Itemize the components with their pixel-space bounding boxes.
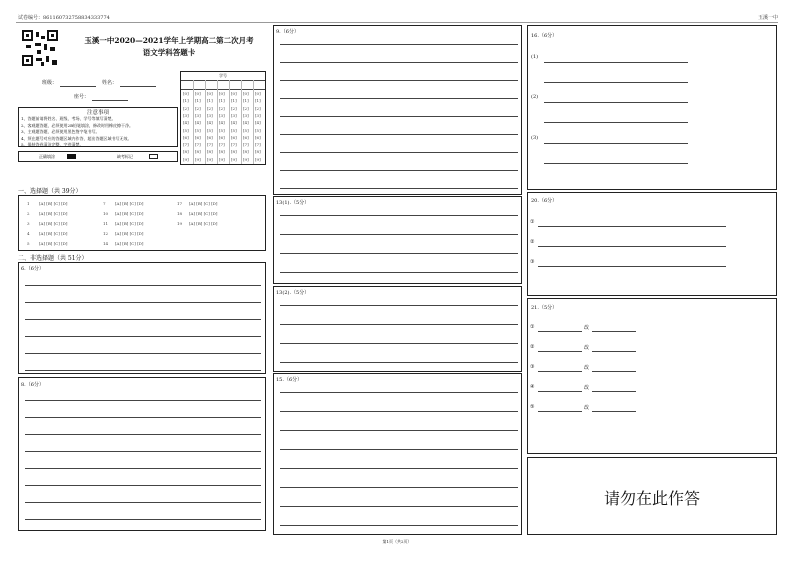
mcq-number: 3 [27,221,30,226]
q20-label: 20.（6分） [531,198,558,204]
id-bubble[interactable]: [0] [243,91,249,96]
answer-line [25,468,261,469]
id-column-divider [205,80,206,164]
q13-2-box[interactable] [273,286,522,372]
q9-label: 9.（6分） [276,29,299,35]
q16-item-2: (2) [531,94,539,100]
q6-label: 6.（6分） [21,266,44,272]
page-footer: 第1页（共2页） [382,539,412,544]
mcq-options[interactable]: [A] [B] [C] [D] [189,211,218,216]
id-bubble[interactable]: [0] [183,91,189,96]
id-bubble[interactable]: [5] [231,127,237,133]
q21-item-marker: ⑤ [530,404,535,410]
header-divider [16,22,778,23]
seat-label: 座号： [74,94,90,100]
id-bubble[interactable]: [2] [243,105,249,111]
id-bubble[interactable]: [0] [255,91,261,96]
q20-line [538,226,726,227]
answer-line [25,370,261,371]
mcq-row[interactable] [103,211,143,216]
q21-correct-line [592,371,636,372]
id-bubble[interactable]: [8] [207,149,213,155]
id-bubble[interactable]: [4] [183,120,189,126]
q21-item-marker: ① [530,324,535,330]
answer-line [280,272,518,273]
id-bubble[interactable]: [3] [207,112,213,118]
id-bubble[interactable]: [5] [195,127,201,133]
id-bubble[interactable]: [1] [183,98,189,104]
id-column-divider [217,80,218,164]
answer-line [25,285,261,286]
class-field[interactable] [60,86,96,87]
id-bubble[interactable]: [2] [195,105,201,111]
id-bubble[interactable]: [6] [183,134,189,140]
answer-line [280,506,518,507]
q16-line [544,102,688,103]
mcq-options[interactable]: [A] [B] [C] [D] [115,241,144,246]
mcq-number: 19 [177,221,183,226]
q16-line [544,82,688,83]
q21-item-marker: ② [530,344,535,350]
mcq-number: 10 [103,211,109,216]
answer-line [25,319,261,320]
answer-line [25,434,261,435]
answer-line [280,188,518,189]
q21-correct-line [592,351,636,352]
id-bubble[interactable]: [9] [207,156,213,162]
filled-mark-icon [67,154,76,159]
id-bubble[interactable]: [6] [255,134,261,140]
absent-checkbox[interactable] [149,154,158,159]
mcq-options[interactable]: [A] [B] [C] [D] [39,211,68,216]
id-bubble[interactable]: [6] [207,134,213,140]
id-bubble[interactable]: [6] [219,134,225,140]
school-name-right: 玉溪一中 [757,15,778,21]
q16-item-1: (1) [531,54,539,60]
id-bubble[interactable]: [0] [219,91,225,96]
id-bubble[interactable]: [3] [195,112,201,118]
notice-item: 2、客观题答题，必须使用2B铅笔填涂，修改时用橡皮擦干净。 [21,122,134,128]
answer-line [280,215,518,216]
id-bubble[interactable]: [2] [207,105,213,111]
q16-line [544,62,688,63]
id-bubble[interactable]: [8] [195,149,201,155]
answer-line [280,152,518,153]
q9-box[interactable] [273,25,522,195]
id-bubble[interactable]: [0] [231,91,237,96]
page-subtitle: 语文学科答题卡 [142,48,196,57]
answer-line [280,468,518,469]
correct-fill-label: 正确填涂 [39,154,55,159]
id-bubble[interactable]: [1] [243,98,249,104]
notice-box [18,107,178,147]
id-bubble[interactable]: [2] [255,105,261,111]
id-bubble[interactable]: [1] [219,98,225,104]
q21-wrong-line [538,371,582,372]
mcq-row[interactable] [27,221,67,226]
id-column-divider [253,80,254,164]
mcq-number: 14 [103,241,109,246]
id-bubble[interactable]: [7] [195,142,201,148]
answer-line [25,485,261,486]
id-bubble[interactable]: [1] [207,98,213,104]
answer-line [280,411,518,412]
answer-line [25,353,261,354]
page-title: 玉溪一中2020—2021学年上学期高二第二次月考 [84,36,254,45]
id-bubble[interactable]: [2] [219,105,225,111]
id-bubble[interactable]: [9] [231,156,237,162]
q21-box[interactable] [527,298,777,454]
id-bubble[interactable]: [7] [183,142,189,148]
mcq-options[interactable]: [A] [B] [C] [D] [115,231,144,236]
answer-line [280,449,518,450]
answer-line [280,392,518,393]
q21-correct-line [592,391,636,392]
id-bubble[interactable]: [1] [231,98,237,104]
id-bubble[interactable]: [3] [183,112,189,118]
id-bubble[interactable]: [4] [195,120,201,126]
answer-line [280,525,518,526]
q15-box[interactable] [273,373,522,535]
id-bubble[interactable]: [6] [231,134,237,140]
id-bubble[interactable]: [7] [255,142,261,148]
mcq-row[interactable] [177,221,217,226]
answer-line [25,336,261,337]
mcq-row[interactable] [177,211,217,216]
answer-line [280,134,518,135]
seat-field[interactable] [92,100,128,101]
q21-label: 21.（5分） [531,305,558,311]
mcq-number: 2 [27,211,30,216]
answer-line [25,519,261,520]
no-answer-zone [527,457,777,535]
answer-line [280,234,518,235]
answer-line [25,400,261,401]
mcq-row[interactable] [177,201,217,206]
id-bubble[interactable]: [3] [243,112,249,118]
mcq-number: 11 [103,221,109,226]
answer-line [280,253,518,254]
id-bubble[interactable]: [5] [219,127,225,133]
q20-line [538,246,726,247]
id-bubble[interactable]: [9] [255,156,261,162]
q21-wrong-line [538,331,582,332]
id-column-divider [229,80,230,164]
id-bubble[interactable]: [7] [231,142,237,148]
q21-change-label: 改 [584,365,590,371]
id-bubble[interactable]: [0] [207,91,213,96]
q20-item-2: ② [530,239,535,245]
notice-item: 4、须在题号对应的答题区域内作答，超出答题区域书写无效。 [21,135,132,141]
id-bubble[interactable]: [4] [255,120,261,126]
answer-line [280,62,518,63]
id-bubble[interactable]: [5] [183,127,189,133]
mcq-row[interactable] [103,231,143,236]
mcq-options[interactable]: [A] [B] [C] [D] [39,241,68,246]
mcq-row[interactable] [27,231,67,236]
q21-wrong-line [538,391,582,392]
answer-line [280,170,518,171]
id-column-divider [193,80,194,164]
mcq-options[interactable]: [A] [B] [C] [D] [115,211,144,216]
answer-line [25,502,261,503]
exam-code: 试卷编号：861160732758834333774 [18,15,110,21]
q21-wrong-line [538,351,582,352]
answer-line [280,44,518,45]
mcq-number: 12 [103,231,109,236]
id-bubble[interactable]: [8] [255,149,261,155]
mcq-number: 1 [27,201,30,206]
id-bubble[interactable]: [1] [255,98,261,104]
answer-line [280,116,518,117]
q15-label: 15.（6分） [276,377,303,383]
q16-label: 16.（6分） [531,33,558,39]
id-bubble[interactable]: [3] [219,112,225,118]
notice-item: 3、主观题答题，必须使用黑色签字笔书写。 [21,129,100,134]
id-bubble[interactable]: [9] [243,156,249,162]
q13-2-label: 13(2).（5分） [276,290,310,296]
q21-change-label: 改 [584,345,590,351]
id-bubble[interactable]: [5] [255,127,261,133]
no-answer-text: 请勿在此作答 [603,489,700,508]
id-bubble[interactable]: [9] [195,156,201,162]
id-bubble[interactable]: [6] [195,134,201,140]
mcq-number: 7 [103,201,106,206]
id-bubble[interactable]: [8] [231,149,237,155]
id-bubble[interactable]: [3] [231,112,237,118]
id-bubble[interactable]: [5] [207,127,213,133]
section1-title: 一、选择题（共 39分） [18,188,82,195]
id-bubble[interactable]: [8] [183,149,189,155]
id-bubble[interactable]: [3] [255,112,261,118]
mcq-box [18,195,266,251]
id-bubble[interactable]: [4] [243,120,249,126]
q20-box[interactable] [527,192,777,296]
q20-item-3: ③ [530,259,535,265]
mcq-row[interactable] [27,201,67,206]
answer-line [280,80,518,81]
absent-label: 缺考标记 [117,154,133,159]
notice-item: 5、保持答卷清洁完整，字迹清楚。 [21,142,84,147]
class-label: 班级： [42,80,58,86]
id-bubble[interactable]: [9] [219,156,225,162]
name-label: 姓名： [102,80,118,86]
answer-line [280,430,518,431]
mcq-options[interactable]: [A] [B] [C] [D] [39,231,68,236]
fill-legend [18,151,178,162]
q20-line [538,266,726,267]
mcq-row[interactable] [103,241,143,246]
answer-line [280,324,518,325]
mcq-number: 5 [27,241,30,246]
q16-line [544,143,688,144]
answer-line [25,451,261,452]
q21-correct-line [592,331,636,332]
q16-line [544,163,688,164]
q21-item-marker: ④ [530,384,535,390]
q8-box[interactable] [18,377,266,531]
answer-line [280,343,518,344]
mcq-row[interactable] [27,211,67,216]
id-bubble[interactable]: [2] [183,105,189,111]
answer-line [280,98,518,99]
mcq-options[interactable]: [A] [B] [C] [D] [39,201,68,206]
section2-title: 二、非选择题（共 51分） [18,255,88,262]
id-bubble[interactable]: [4] [219,120,225,126]
notice-item: 1、答题前请将姓名、班级、考场、学号等填写清楚。 [21,116,116,121]
q21-wrong-line [538,411,582,412]
q16-line [544,122,688,123]
answer-line [280,487,518,488]
notice-title: 注意事项 [86,110,109,116]
mcq-row[interactable] [27,241,67,246]
id-bubble[interactable]: [2] [231,105,237,111]
qr-code-icon [22,30,58,66]
answer-line [25,302,261,303]
answer-line [25,417,261,418]
mcq-options[interactable]: [A] [B] [C] [D] [189,201,218,206]
id-bubble[interactable]: [8] [219,149,225,155]
id-bubble[interactable]: [0] [195,91,201,96]
id-bubble[interactable]: [1] [195,98,201,104]
answer-line [280,305,518,306]
id-bubble[interactable]: [7] [207,142,213,148]
q6-box[interactable] [18,262,266,374]
mcq-row[interactable] [103,221,143,226]
q16-item-3: (3) [531,135,539,141]
answer-line [280,362,518,363]
q16-box[interactable] [527,25,777,190]
id-bubble[interactable]: [4] [231,120,237,126]
mcq-number: 18 [177,211,183,216]
mcq-options[interactable]: [A] [B] [C] [D] [189,221,218,226]
q21-change-label: 改 [584,385,590,391]
id-column-divider [241,80,242,164]
mcq-options[interactable]: [A] [B] [C] [D] [39,221,68,226]
id-bubble[interactable]: [6] [243,134,249,140]
mcq-options[interactable]: [A] [B] [C] [D] [115,201,144,206]
id-bubble[interactable]: [5] [243,127,249,133]
id-bubble[interactable]: [8] [243,149,249,155]
id-bubble[interactable]: [9] [183,156,189,162]
q21-item-marker: ③ [530,364,535,370]
mcq-number: 17 [177,201,183,206]
student-id-grid [180,71,266,165]
q8-label: 8.（6分） [21,382,44,388]
mcq-number: 4 [27,231,30,236]
q13-1-box[interactable] [273,196,522,284]
q13-1-label: 13(1).（5分） [276,200,310,206]
student-id-label: 学号 [219,73,227,78]
q21-change-label: 改 [584,325,590,331]
mcq-row[interactable] [103,201,143,206]
id-bubble[interactable]: [7] [219,142,225,148]
q21-change-label: 改 [584,405,590,411]
id-bubble[interactable]: [4] [207,120,213,126]
mcq-options[interactable]: [A] [B] [C] [D] [115,221,144,226]
id-bubble[interactable]: [7] [243,142,249,148]
q21-correct-line [592,411,636,412]
q20-item-1: ① [530,219,535,225]
name-field[interactable] [120,86,156,87]
